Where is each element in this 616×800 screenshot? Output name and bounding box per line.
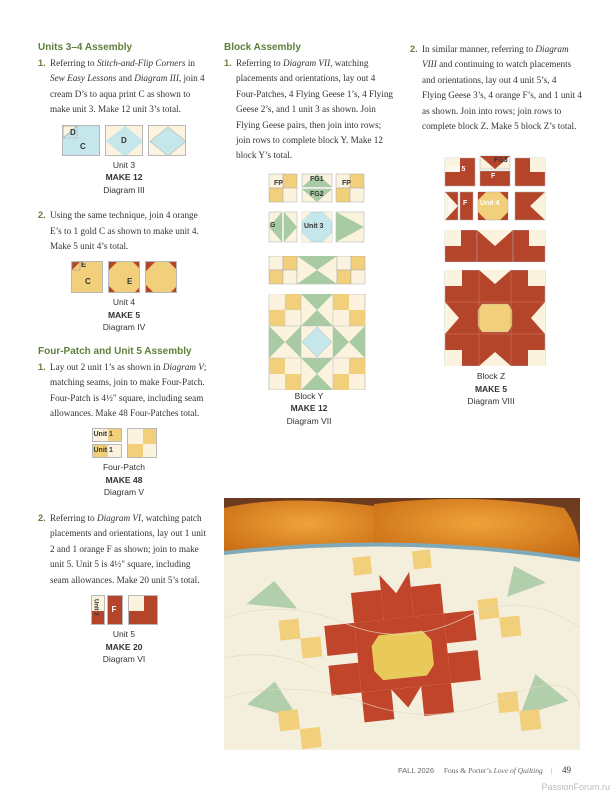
step-ref: Sew Easy Lessons — [50, 73, 117, 84]
diagram-iv-caption — [38, 296, 210, 334]
step-text: ; matching seams, join to make Four-Patch. Four-Patch is 4½" square, including seam allowances. Make 48 Four-Patches total. — [50, 361, 207, 419]
patch-label-f-side: F — [463, 200, 468, 208]
column-middle — [224, 42, 394, 427]
step-text: in — [185, 58, 195, 68]
step-ref: Stitch-and-Flip Corners — [96, 58, 186, 68]
patch-label-fp: FP — [274, 179, 283, 187]
step-text: Referring to — [50, 512, 97, 523]
instruction-step-unit-5 — [38, 511, 210, 588]
instruction-step-four-patch — [38, 360, 210, 422]
step-ref: Diagram VI — [96, 512, 142, 523]
step-number: 1. — [38, 58, 46, 68]
diagram-iii-caption — [38, 159, 210, 197]
section-heading-units-3-4: Units 3–4 Assembly — [38, 42, 133, 53]
four-patch-layout — [92, 428, 122, 458]
block-y-row — [224, 256, 394, 286]
instruction-step-unit-4 — [38, 208, 210, 254]
diagram-vii-caption — [224, 390, 394, 428]
caption-diagram: Diagram VII — [286, 415, 332, 426]
patch-label-unit-1: Unit 1 — [93, 431, 113, 439]
patch-label-d: D — [70, 127, 76, 137]
step-number: 2. — [38, 512, 46, 523]
unit-1-top — [92, 428, 122, 442]
page-footer — [398, 765, 571, 775]
step-text: and continuing to watch placements and orientations, lay out 4 unit 5’s, 4 Flying Geese 3’s, 4 orange F’s, and 1 unit 4 as shown. Join into rows; join rows to complete block Z. Make 5 block Z’s total. — [422, 59, 582, 132]
footer-magazine-prefix: Fons & Porter’s — [443, 766, 494, 775]
patch-label-f: F — [111, 605, 117, 614]
step-number: 2. — [38, 210, 46, 221]
patch-label-fg3-side: FG3 — [446, 200, 452, 213]
step-ref: Diagram VII — [282, 58, 331, 68]
column-right — [410, 42, 582, 408]
instruction-step-units-3 — [38, 56, 210, 118]
patch-f — [107, 595, 123, 625]
caption-unit: Unit 5 — [112, 629, 136, 639]
block-y-finished — [224, 294, 394, 390]
caption-unit: Four-Patch — [102, 462, 146, 473]
unit-4-step-1 — [71, 261, 103, 293]
section-heading-four-patch: Four-Patch and Unit 5 Assembly — [38, 345, 192, 357]
patch-label-unit-3: Unit 3 — [304, 222, 324, 230]
caption-make: MAKE 12 — [290, 403, 328, 414]
footer-divider: | — [550, 766, 553, 775]
step-number: 2. — [410, 44, 418, 54]
caption-diagram: Diagram IV — [102, 322, 146, 333]
caption-make: MAKE 12 — [105, 172, 143, 183]
four-patch-finished — [127, 428, 157, 458]
patch-label-fg1: FG1 — [310, 175, 324, 183]
patch-label-f: F — [491, 173, 496, 181]
caption-unit: Block Z — [476, 371, 506, 382]
unit-3-step-1 — [62, 125, 100, 156]
step-text: , watching patch placements and orientations, lay out 1 unit 2 and 1 orange F as shown; join to make unit 5. Unit 5 is 4½" square, including seam allowances. Make 20 unit 5’s total. — [50, 512, 206, 585]
unit-3-finished — [148, 125, 186, 156]
caption-make: MAKE 48 — [105, 474, 143, 485]
step-number: 1. — [38, 361, 46, 372]
caption-unit: Block Y — [294, 390, 324, 401]
quilt-photo-image — [224, 498, 580, 750]
instruction-step-block-y — [224, 56, 394, 164]
unit-2-strip — [91, 595, 105, 625]
step-ref: Diagram III — [134, 73, 179, 84]
section-heading-block-assembly: Block Assembly — [224, 42, 301, 53]
step-number: 1. — [224, 58, 232, 68]
step-text: and — [116, 73, 135, 84]
block-z-finished — [410, 270, 582, 366]
unit-4-finished — [145, 261, 177, 293]
caption-make: MAKE 5 — [474, 383, 508, 394]
block-y-exploded — [224, 170, 394, 252]
patch-label-e: E — [127, 277, 133, 287]
caption-diagram: Diagram VI — [102, 654, 146, 664]
diagram-viii — [410, 154, 582, 376]
patch-label-c: C — [80, 141, 86, 151]
patch-label-c: C — [85, 277, 91, 287]
caption-make: MAKE 5 — [107, 309, 141, 320]
unit-5-finished — [128, 595, 158, 625]
caption-diagram: Diagram VIII — [467, 396, 515, 407]
page-number: 49 — [562, 765, 571, 775]
step-text: , watching placements and orientations, lay out 4 Four-Patches, 4 Flying Geese 1’s, 4 Flying Geese 2’s, and 1 unit 3 as shown. Join Flying Geese pairs, then join into rows; join rows to complete block Y. Make 12 block Y’s total. — [236, 58, 394, 161]
diagram-iii — [38, 125, 210, 156]
footer-magazine-title: Love of Quilting — [493, 766, 543, 775]
patch-label-fp-right: FP — [342, 179, 351, 187]
caption-make: MAKE 20 — [105, 641, 143, 652]
diagram-vi — [38, 595, 210, 625]
unit-5-layout — [91, 595, 123, 625]
caption-unit: Unit 3 — [112, 159, 136, 170]
step-ref: Diagram V — [162, 361, 204, 372]
step-ref: Diagram VIII — [422, 44, 569, 70]
instruction-step-block-z — [410, 42, 582, 134]
patch-label-unit-5: Unit 5 — [446, 166, 466, 174]
caption-diagram: Diagram V — [103, 487, 145, 498]
block-z-exploded — [410, 154, 582, 224]
caption-diagram: Diagram III — [103, 184, 145, 195]
patch-label-unit-1: Unit 1 — [93, 447, 113, 455]
diagram-iv — [38, 261, 210, 293]
diagram-vii — [224, 170, 394, 392]
column-left — [38, 42, 210, 666]
step-text: , join 4 cream D’s to aqua print C as shown to make unit 3. Make 12 unit 3’s total. — [50, 73, 205, 115]
diagram-v-caption — [38, 461, 210, 499]
step-text: Using the same technique, join 4 orange E’s to 1 gold C as shown to make unit 4. Make 5 unit 4’s total. — [50, 210, 199, 251]
patch-label-unit-2: Unit 2 — [92, 599, 99, 616]
caption-unit: Unit 4 — [112, 297, 136, 308]
quilt-photo — [224, 498, 580, 750]
step-text: Referring to — [50, 58, 97, 68]
watermark: PassionForum.ru — [541, 782, 610, 792]
patch-label-fg3: FG3 — [494, 157, 508, 165]
patch-label-fg2: FG2 — [310, 190, 324, 198]
step-text: Referring to — [236, 58, 283, 68]
patch-label-e: E — [81, 261, 87, 270]
step-text: Lay out 2 unit 1’s as shown in — [50, 361, 163, 372]
patch-label-unit-4: Unit 4 — [480, 200, 500, 208]
diagram-v — [38, 428, 210, 458]
unit-4-step-2 — [108, 261, 140, 293]
step-text: In similar manner, referring to — [422, 44, 536, 54]
block-z-row — [410, 230, 582, 262]
diagram-vi-caption — [38, 628, 210, 666]
patch-label-d: D — [121, 135, 127, 145]
footer-season: FALL 2026 — [398, 766, 435, 775]
unit-1-bottom — [92, 444, 122, 458]
patch-label-g: G — [270, 221, 276, 229]
footer-magazine — [444, 766, 543, 775]
unit-3-step-2 — [105, 125, 143, 156]
